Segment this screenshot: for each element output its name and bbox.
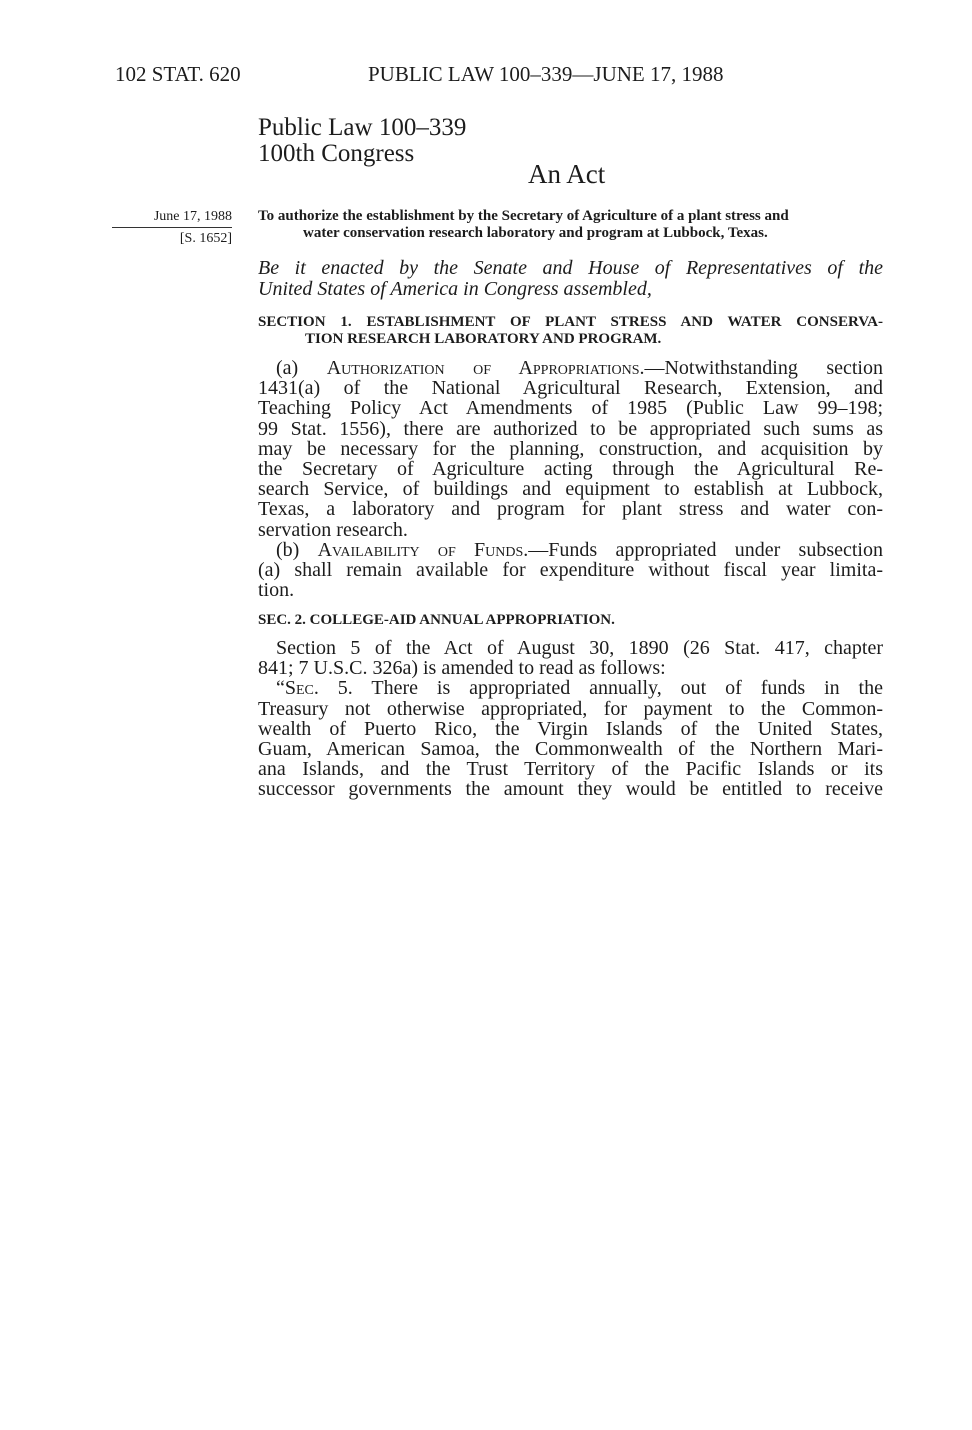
paragraph-line: (b) Availability of Funds.—Funds appropriated under subsection xyxy=(276,539,883,561)
margin-bill-number: [S. 1652] xyxy=(179,231,232,246)
subsection-label: (b) xyxy=(276,539,318,561)
paragraph-line: search Service, of buildings and equipment to establish at Lubbock, xyxy=(258,478,883,501)
subsection-heading: Availability of Funds. xyxy=(317,539,529,561)
act-heading: An Act xyxy=(528,159,606,189)
law-number: Public Law 100–339 xyxy=(258,114,467,141)
paragraph-line: tion. xyxy=(258,579,295,602)
section-1-heading xyxy=(258,314,883,348)
law-date-header: PUBLIC LAW 100–339—JUNE 17, 1988 xyxy=(368,62,724,86)
enacting-line: Be it enacted by the Senate and House of Representatives of the xyxy=(258,257,883,279)
quoted-text-line: “Sec. 5. There is appropriated annually, out of funds in the xyxy=(276,677,883,700)
margin-note xyxy=(112,208,232,247)
subsection-heading: Authorization of Appropriations. xyxy=(326,357,645,379)
stat-reference: 102 STAT. 620 xyxy=(115,62,241,86)
section-2-body xyxy=(258,638,883,800)
subsection-b xyxy=(258,540,883,601)
congress-label: 100th Congress xyxy=(258,140,415,167)
running-header xyxy=(0,62,972,92)
enacting-clause xyxy=(258,258,883,300)
paragraph-line: Texas, a laboratory and program for plant stress and water con- xyxy=(258,498,883,521)
enacting-line: United States of America in Congress assembled, xyxy=(258,278,652,300)
paragraph-line: the Secretary of Agriculture acting through the Agricultural Re- xyxy=(258,458,883,481)
quoted-text-line: successor governments the amount they would be entitled to receive xyxy=(258,778,883,801)
quoted-text-line: Guam, American Samoa, the Commonwealth of the Northern Mari- xyxy=(258,738,883,761)
subsection-a xyxy=(258,358,883,540)
paragraph-line: Section 5 of the Act of August 30, 1890 (26 Stat. 417, chapter xyxy=(276,637,883,659)
section-heading-line: TION RESEARCH LABORATORY AND PROGRAM. xyxy=(305,331,662,347)
purpose-clause xyxy=(258,208,883,242)
quoted-text-line: Treasury not otherwise appropriated, for payment to the Common- xyxy=(258,697,883,720)
quoted-text-line: wealth of Puerto Rico, the Virgin Islands of the United States, xyxy=(258,717,883,740)
section-heading-line: SECTION 1. ESTABLISHMENT OF PLANT STRESS AND WATER CONSERVA- xyxy=(258,314,883,330)
paragraph-line: servation research. xyxy=(258,518,408,541)
paragraph-line: 1431(a) of the National Agricultural Research, Extension, and xyxy=(258,377,883,400)
paragraph-line: Teaching Policy Act Amendments of 1985 (Public Law 99–198; xyxy=(258,397,883,420)
paragraph-line: may be necessary for the planning, construction, and acquisition by xyxy=(258,437,883,460)
section-2-heading: SEC. 2. COLLEGE-AID ANNUAL APPROPRIATION. xyxy=(258,612,615,628)
margin-date: June 17, 1988 xyxy=(112,208,232,228)
subsection-label: (a) xyxy=(276,357,327,379)
paragraph-line: 841; 7 U.S.C. 326a) is amended to read as follows: xyxy=(258,657,666,680)
paragraph-line: (a) Authorization of Appropriations.—Notwithstanding section xyxy=(276,357,883,379)
purpose-line: water conservation research laboratory and program at Lubbock, Texas. xyxy=(303,225,768,241)
quoted-text-line: ana Islands, and the Trust Territory of the Pacific Islands or its xyxy=(258,758,883,781)
paragraph-line: 99 Stat. 1556), there are authorized to be appropriated such sums as xyxy=(258,417,883,440)
purpose-line: To authorize the establishment by the Secretary of Agriculture of a plant stress and xyxy=(258,208,789,224)
paragraph-line: (a) shall remain available for expenditure without fiscal year limita- xyxy=(258,559,883,582)
